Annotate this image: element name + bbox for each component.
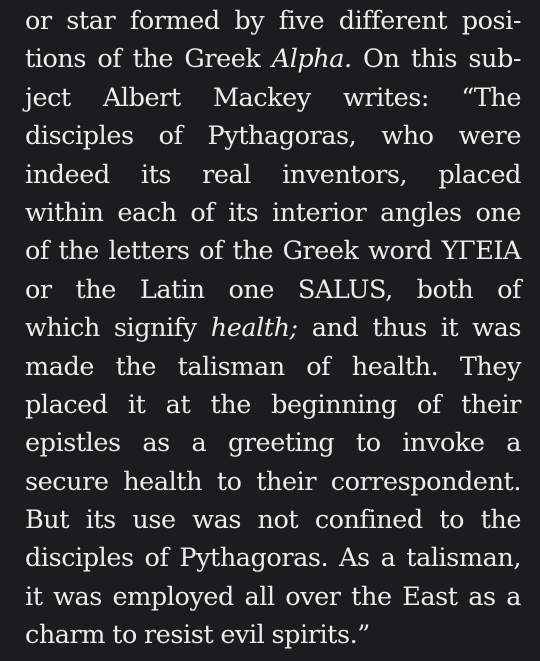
text-run: epistles as a greeting to invoke a [25, 428, 521, 459]
text-line [25, 501, 521, 539]
text-line [25, 348, 521, 386]
text-run: disciples of Pythagoras, who were [25, 121, 521, 152]
text-run: On this sub- [351, 44, 521, 75]
text-line [25, 40, 521, 78]
text-line [25, 117, 521, 155]
text-run: made the talisman of health. They [25, 351, 521, 382]
text-run: charm to resist evil spirits.” [25, 620, 370, 651]
text-run: within each of its interior angles one [25, 197, 521, 228]
text-line [25, 309, 521, 347]
passage-text [25, 2, 521, 655]
text-line [25, 156, 521, 194]
text-line [25, 539, 521, 577]
text-run: disciples of Pythagoras. As a talisman, [25, 543, 521, 574]
text-line [25, 2, 521, 40]
text-line [25, 578, 521, 616]
text-run: which signify [25, 313, 211, 344]
text-line [25, 194, 521, 232]
text-run: of the letters of the Greek word ΥΓΕΙΑ [25, 236, 521, 267]
text-run: tions of the Greek [25, 44, 272, 75]
text-line [25, 463, 521, 501]
text-line [25, 386, 521, 424]
text-run: indeed its real inventors, placed [25, 159, 521, 190]
text-run: it was employed all over the East as a [25, 581, 521, 612]
text-run: or the Latin one SALUS, both of [25, 274, 521, 305]
text-line [25, 424, 521, 462]
text-run: placed it at the beginning of their [25, 389, 521, 420]
text-run: ject Albert Mackey writes: “The [25, 82, 521, 113]
text-run: But its use was not confined to the [25, 505, 521, 536]
italic-text-run: Alpha. [271, 44, 352, 75]
text-line [25, 271, 521, 309]
text-line [25, 232, 521, 270]
text-run: secure health to their correspondent. [25, 466, 521, 497]
text-line [25, 79, 521, 117]
text-line [25, 616, 521, 654]
text-run: and thus it was [297, 313, 521, 344]
italic-text-run: health; [210, 313, 298, 344]
text-run: or star formed by five different posi- [25, 6, 521, 36]
